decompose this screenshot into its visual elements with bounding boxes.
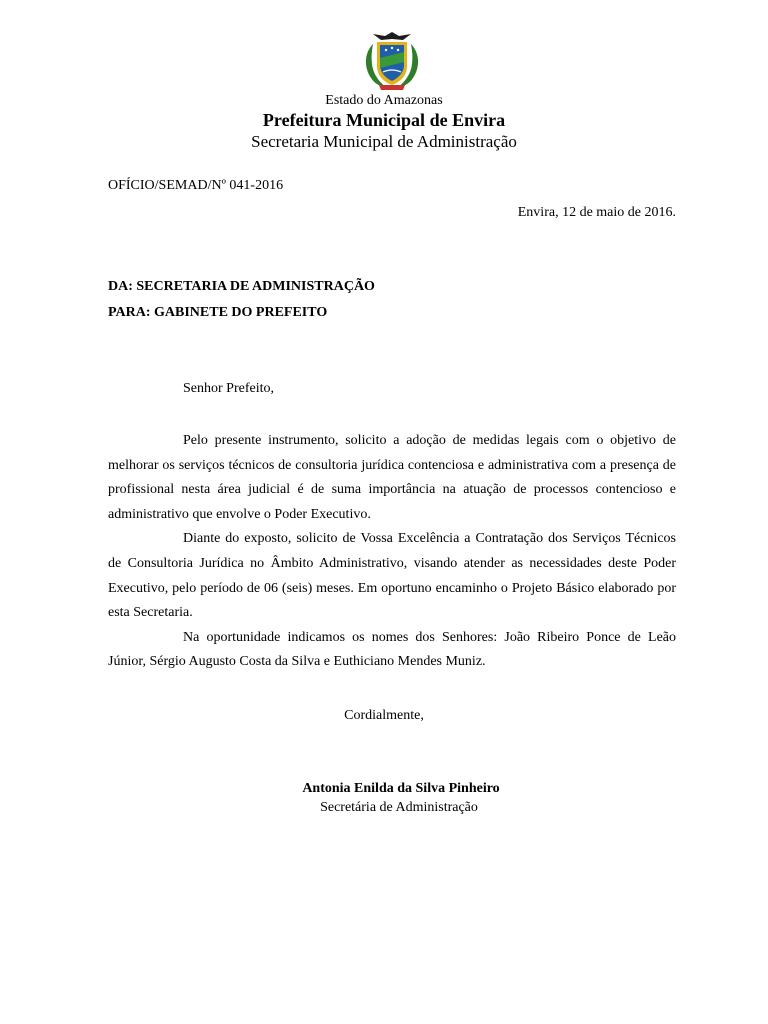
state-name: Estado do Amazonas [325, 93, 443, 108]
sender-line: DA: SECRETARIA DE ADMINISTRAÇÃO [108, 279, 375, 294]
body-paragraph-2: Diante do exposto, solicito de Vossa Excelência a Contratação dos Serviços Técnicos de Consultoria Jurídica no Âmbito Administrativo, visando atender as necessidades deste Poder Executivo, pelo período de 06 (seis) meses. Em oportuno encaminho o Projeto Básico elaborado por esta Secretaria. [108, 531, 676, 621]
secretaria-subtitle: Secretaria Municipal de Administração [251, 132, 517, 151]
body-paragraph-3: Na oportunidade indicamos os nomes dos Senhores: João Ribeiro Ponce de Leão Júnior, Sérgio Augusto Costa da Silva e Euthiciano Mendes Muniz. [108, 629, 676, 670]
letter-date: Envira, 12 de maio de 2016. [517, 205, 676, 220]
closing: Cordialmente, [344, 708, 424, 723]
letter-body [108, 429, 676, 675]
amazonas-state-coat-of-arms-icon [359, 30, 425, 92]
prefeitura-title: Prefeitura Municipal de Envira [262, 110, 506, 130]
signer-name: Antonia Enilda da Silva Pinheiro [302, 781, 500, 796]
oficio-reference: OFÍCIO/SEMAD/Nº 041-2016 [108, 178, 284, 193]
body-paragraph-1: Pelo presente instrumento, solicito a adoção de medidas legais com o objetivo de melhorar os serviços técnicos de consultoria jurídica contenciosa e administrativa com a presença de profissional nesta área judicial é de suma importância na atuação de processos contencioso e administrativo que envolve o Poder Executivo. [108, 433, 676, 522]
signer-title: Secretária de Administração [320, 800, 478, 815]
salutation: Senhor Prefeito, [183, 381, 274, 396]
recipient-line: PARA: GABINETE DO PREFEITO [108, 305, 328, 320]
